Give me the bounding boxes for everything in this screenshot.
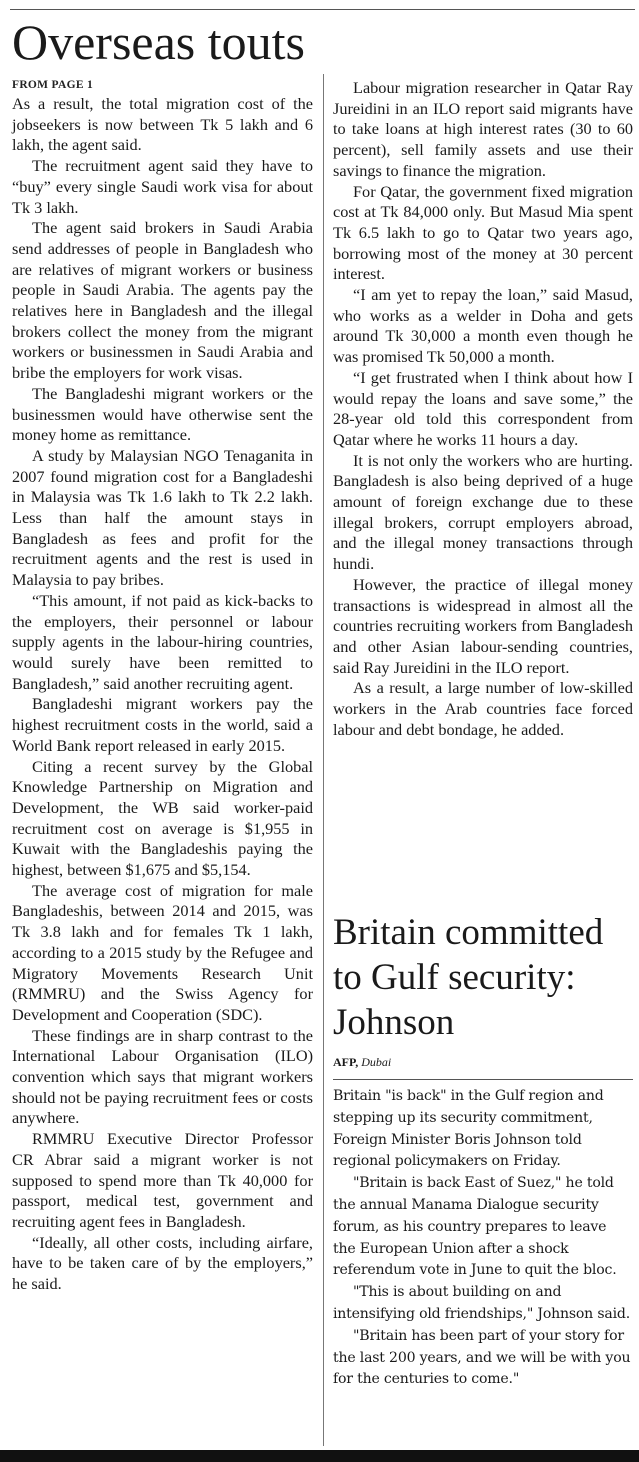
story1-paragraph: “I am yet to repay the loan,” said Masud, who works as a welder in Doha and gets around Tk 30,000 a month even though he was promised Tk 50,000 a month.: [333, 285, 633, 367]
story1-paragraph: It is not only the workers who are hurting. Bangladesh is also being deprived of a huge amount of foreign exchange due to these illegal brokers, corrupt employers abroad, and the illegal money transactions through hundi.: [333, 450, 633, 574]
story1-paragraph: “This amount, if not paid as kick-backs to the employers, their personnel or labour supply agents in the labour-hiring countries, would surely have been remitted to Bangladesh,” said another recruiting agent.: [12, 590, 313, 693]
story1-paragraph: For Qatar, the government fixed migration cost at Tk 84,000 only. But Masud Mia spent Tk 6.5 lakh to go to Qatar two years ago, borrowing most of the money at 30 percent interest.: [333, 181, 633, 284]
story2-paragraph: Britain "is back" in the Gulf region and stepping up its security commitment, Foreign Minister Boris Johnson told regional policymakers on Friday.: [333, 1088, 604, 1170]
story1-paragraph: As a result, a large number of low-skilled workers in the Arab countries face forced labour and debt bondage, he added.: [333, 678, 633, 739]
story1-paragraph: “I get frustrated when I think about how I would repay the loans and save some,” the 28-year old told this correspondent from Qatar where he works 11 hours a day.: [333, 367, 633, 449]
story1-paragraph: These findings are in sharp contrast to the International Labour Organisation (ILO) convention which says that migrant workers should not be paying recruitment fees or costs anywhere.: [12, 1025, 313, 1128]
story1-headline: Overseas touts: [12, 14, 305, 70]
byline-agency: AFP,: [333, 1055, 359, 1069]
story1-paragraph: The recruitment agent said they have to “buy” every single Saudi work visa for about Tk 3 lakh.: [12, 156, 313, 217]
top-rule: [10, 9, 635, 10]
story2: [333, 910, 633, 1391]
bottom-bar: [0, 1450, 639, 1462]
story1-paragraph: However, the practice of illegal money transactions is widespread in almost all the countries recruiting workers from Bangladesh and other Asian labour-sending countries, said Ray Jureidini in the ILO report.: [333, 574, 633, 677]
story1-paragraph: “Ideally, all other costs, including airfare, have to be taken care of by the employers,” he said.: [12, 1232, 313, 1294]
story1-paragraph: The agent said brokers in Saudi Arabia send addresses of people in Bangladesh who are relatives of migrant workers or business people in Saudi Arabia. The agents pay the relatives here in Bangladesh and the illegal brokers collect the money from the migrant workers or businessmen in Saudi Arabia and bribe the employers for work visas.: [12, 218, 313, 383]
story1-paragraph: RMMRU Executive Director Professor CR Abrar said a migrant worker is not supposed to spend more than Tk 40,000 for passport, medical test, government and recruiting agent fees in Bangladesh.: [12, 1129, 313, 1231]
story1-paragraph: The average cost of migration for male Bangladeshis, between 2014 and 2015, was Tk 3.8 lakh and for females Tk 1 lakh, according to a 2015 study by the Refugee and Migratory Movements Research Unit (RMMRU) and the Swiss Agency for Development and Cooperation (SDC).: [12, 880, 313, 1024]
byline: [333, 1055, 633, 1070]
column-divider: [323, 74, 324, 1446]
byline-place: Dubai: [361, 1055, 392, 1069]
story1-paragraph: A study by Malaysian NGO Tenaganita in 2007 found migration cost for a Bangladeshi in Malaysia was Tk 1.6 lakh to Tk 2.2 lakh. Less than half the amount stays in Bangladesh as fees and profit for the recruitment agents and the rest is used in Malaysia to pay bribes.: [12, 445, 313, 590]
story1-paragraph: Citing a recent survey by the Global Knowledge Partnership on Migration and Development, the WB said worker-paid recruitment cost on average is $1,955 in Kuwait with the Bangladeshis paying the highest, between $1,675 and $5,154.: [12, 756, 313, 880]
story1-paragraph: The Bangladeshi migrant workers or the businessmen would have otherwise sent the money home as remittance.: [12, 383, 313, 445]
byline-rule: [333, 1079, 633, 1080]
story2-paragraph: "Britain is back East of Suez," he told the annual Manama Dialogue security forum, as his country prepares to leave the European Union after a shock referendum vote in June to quit the bloc.: [333, 1175, 617, 1279]
story1-paragraph: Labour migration researcher in Qatar Ray Jureidini in an ILO report said migrants have to take loans at high interest rates (30 to 60 percent), sell family assets and use their savings to finance the migration.: [333, 78, 633, 180]
story2-paragraph: "This is about building on and intensifying old friendships," Johnson said.: [333, 1284, 630, 1322]
story2-paragraph: "Britain has been part of your story for the last 200 years, and we will be with you for the centuries to come.": [333, 1327, 631, 1388]
story1-paragraph: As a result, the total migration cost of the jobseekers is now between Tk 5 lakh and 6 lakh, the agent said.: [12, 94, 313, 155]
story1-column-left: [12, 78, 313, 1295]
story1-paragraph: Bangladeshi migrant workers pay the highest recruitment costs in the world, said a World Bank report released in early 2015.: [12, 694, 313, 755]
from-page-label: FROM PAGE 1: [12, 79, 94, 91]
story1-column-right: [333, 78, 633, 741]
story2-headline: Britain committed to Gulf security: Johnson: [333, 912, 604, 1043]
